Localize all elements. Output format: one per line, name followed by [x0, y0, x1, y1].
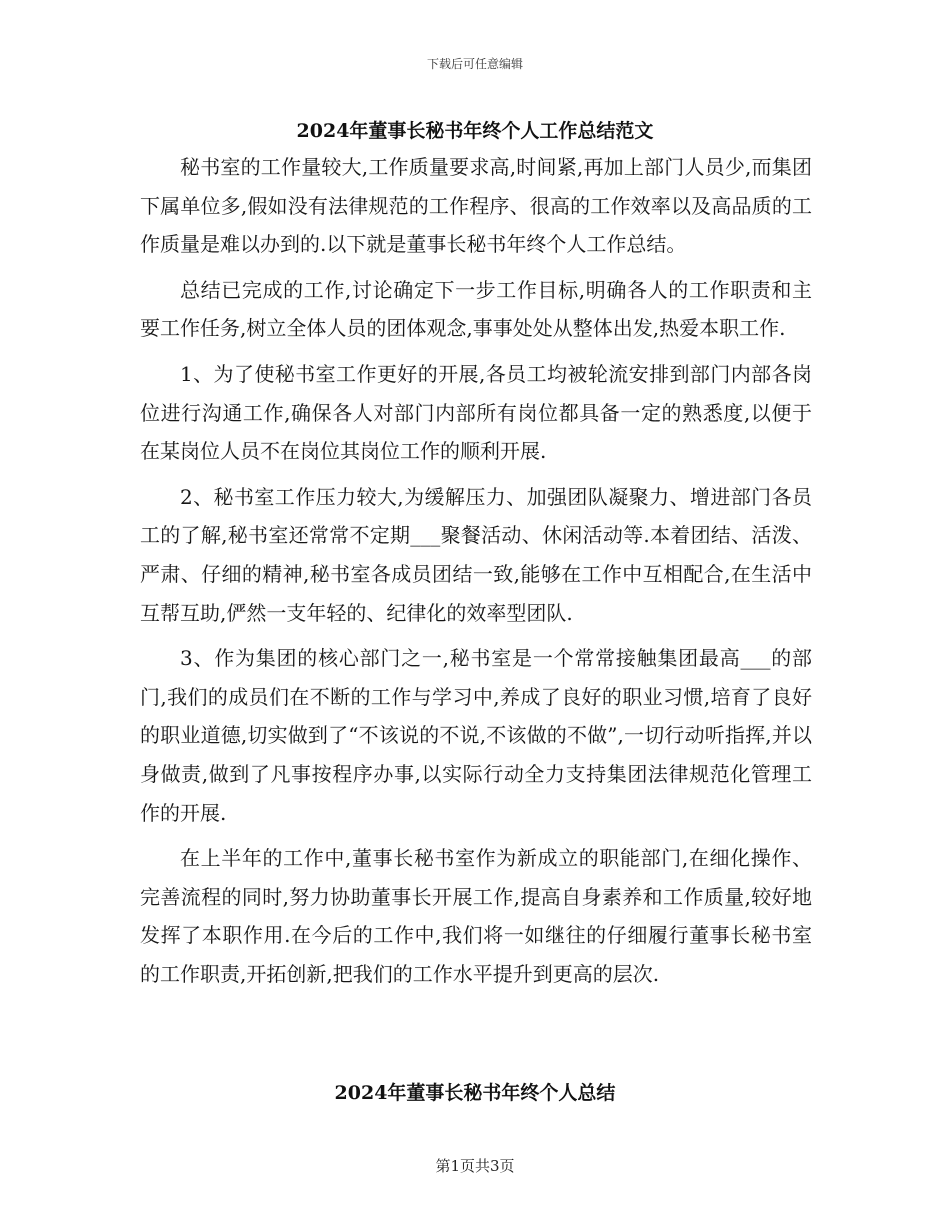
section-subtitle: 2024年董事长秘书年终个人总结	[334, 1082, 616, 1104]
paragraph-item-2: 2、秘书室工作压力较大,为缓解压力、加强团队凝聚力、增进部门各员工的了解,秘书室还常常不定期___聚餐活动、休闲活动等.本着团结、活泼、严肃、仔细的精神,秘书室各成员团结一致,能够在工作中互相配合,在生活中互帮互助,俨然一支年轻的、纪律化的效率型团队.	[140, 484, 812, 625]
document-title: 2024年董事长秘书年终个人工作总结范文	[296, 120, 654, 142]
document-body	[140, 148, 812, 1000]
paragraph-summary: 总结已完成的工作,讨论确定下一步工作目标,明确各人的工作职责和主要工作任务,树立全体人员的团体观念,事事处处从整体出发,热爱本职工作.	[140, 277, 812, 341]
paragraph-intro: 秘书室的工作量较大,工作质量要求高,时间紧,再加上部门人员少,而集团下属单位多,假如没有法律规范的工作程序、很高的工作效率以及高品质的工作质量是难以办到的.以下就是董事长秘书年终个人工作总结。	[140, 155, 812, 257]
paragraph-item-1: 1、为了使秘书室工作更好的开展,各员工均被轮流安排到部门内部各岗位进行沟通工作,确保各人对部门内部所有岗位都具备一定的熟悉度,以便于在某岗位人员不在岗位其岗位工作的顺利开展.	[140, 361, 812, 464]
page-indicator: 第1页共3页	[435, 1157, 515, 1175]
paragraph-closing: 在上半年的工作中,董事长秘书室作为新成立的职能部门,在细化操作、完善流程的同时,努力协助董事长开展工作,提高自身素养和工作质量,较好地发挥了本职作用.在今后的工作中,我们将一如继往的仔细履行董事长秘书室的工作职责,开拓创新,把我们的工作水平提升到更高的层次.	[140, 846, 812, 986]
paragraph-item-3: 3、作为集团的核心部门之一,秘书室是一个常常接触集团最高___的部门,我们的成员们在不断的工作与学习中,养成了良好的职业习惯,培育了良好的职业道德,切实做到了“不该说的不说,不该做的不做”,一切行动听指挥,并以身做责,做到了凡事按程序办事,以实际行动全力支持集团法律规范化管理工作的开展.	[140, 646, 812, 825]
header-note: 下载后可任意编辑	[426, 57, 523, 71]
